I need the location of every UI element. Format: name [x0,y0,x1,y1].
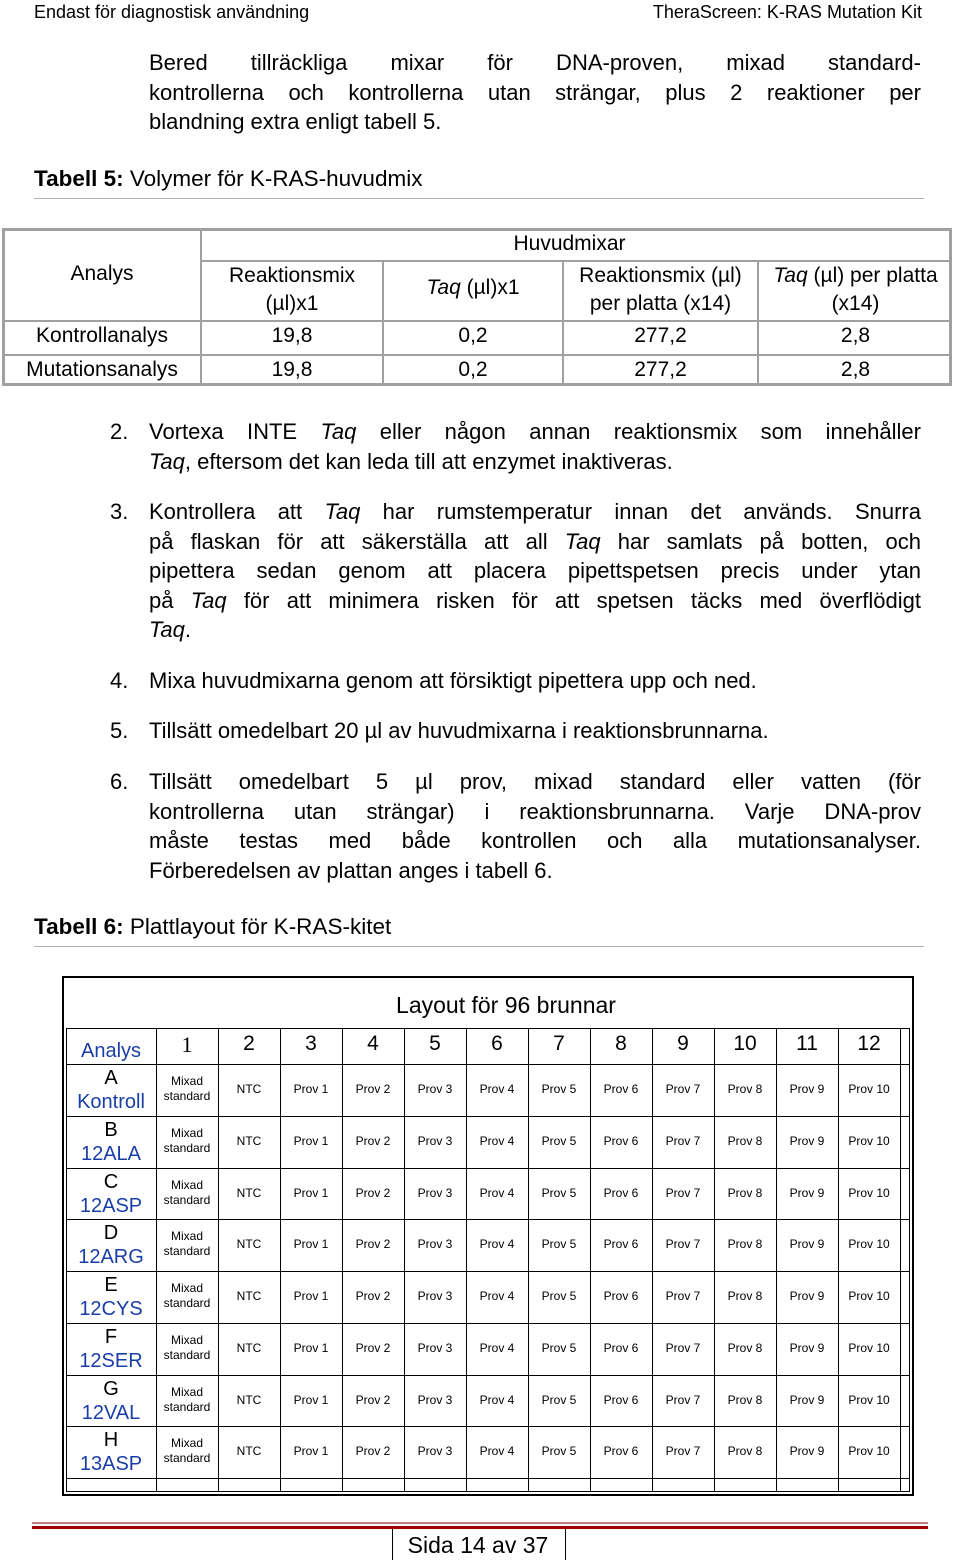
table6-mix-cell [156,1281,218,1311]
table6-row-header-A [66,1066,156,1114]
table6-well-cell: Prov 9 [789,1237,825,1252]
table5-header-reaktionsmix-line1: Reaktionsmix [228,264,356,287]
table6-caption-text: Plattlayout för K-RAS-kitet [123,914,392,939]
table6-well-cell: Prov 3 [417,1444,453,1459]
table6-well-cell: Prov 8 [727,1237,763,1252]
s2-line-1: Vortexa INTE Taq eller någon annan reaktionsmix som innehåller [149,419,921,444]
table6-row-name: 12ASP [79,1194,143,1217]
table6-col-header-11: 11 [796,1032,818,1055]
table6-mix-line: Mixad [170,1125,203,1140]
table6-well-cell: Prov 6 [603,1185,639,1200]
table5-header-analys: Analys [70,262,134,285]
table6-well-cell: Prov 8 [727,1289,763,1303]
table6-row-header-G [66,1377,156,1425]
table6-well-cell: Prov 2 [355,1444,391,1459]
table6-well-cell: Prov 7 [665,1340,701,1355]
table6-caption [34,914,924,947]
table6-well-cell: Prov 8 [727,1392,763,1407]
table6-well-cell: Prov 9 [789,1444,825,1459]
table6-well-cell: Prov 1 [293,1392,329,1407]
table6-col-header-5: 5 [429,1032,441,1055]
step5-number: 5. [110,718,129,743]
s6-line-4: Förberedelsen av plattan anges i tabell 6. [149,857,553,883]
table6-well-cell: Prov 3 [417,1185,453,1200]
table5-row2-analys: Mutationsanalys [26,358,178,381]
table6-row-name: 12ALA [80,1142,142,1165]
table6-well-cell: Prov 3 [417,1392,453,1407]
table6-well-cell: NTC [236,1392,262,1407]
table6-hline [66,1271,910,1272]
table6-hline [66,1426,910,1427]
table6-hline [66,1116,910,1117]
header-left: Endast för diagnostisk användning [34,2,310,22]
table5-header-taq-platta [759,262,952,318]
table6-well-cell: NTC [236,1289,262,1303]
table6-well-cell: Prov 8 [727,1340,763,1355]
s3-line-1: Kontrollera att Taq har rumstemperatur innan det används. Snurra [149,499,921,524]
table6-mix-line: standard [163,1089,211,1103]
s6-line-1: Tillsätt omedelbart 5 µl prov, mixad standard eller vatten (för [149,769,921,794]
table6-col-header-4: 4 [367,1032,379,1055]
table6-well-cell: Prov 1 [293,1444,329,1459]
table5-header-reak-platta-line2: per platta (x14) [589,292,732,315]
table6-well-cell: Prov 10 [848,1082,890,1096]
step3-number: 3. [110,499,129,524]
intro-line-3: blandning extra enligt tabell 5. [149,109,442,134]
step2-text [149,417,921,476]
s3-line-2: på flaskan för att säkerställa att all Taq har samlats på botten, och [149,528,921,554]
table6-well-cell: Prov 1 [293,1185,329,1200]
step4-number: 4. [110,668,129,693]
s3-line-5: Taq. [149,617,192,642]
table6-well-cell: Prov 10 [848,1185,890,1200]
table6-well-cell: Prov 6 [603,1340,639,1355]
table6-vline [714,1028,715,1492]
table6-well-cell: Prov 10 [848,1237,890,1252]
table6-well-cell: Prov 7 [665,1082,701,1096]
table5-header-taq-platta-line2: (x14) [831,292,880,315]
table6-well-cell: Prov 10 [848,1340,890,1355]
table6-vline [404,1028,405,1492]
table6-mix-cell [156,1229,218,1259]
table5-header-huvudmixar: Huvudmixar [513,232,626,255]
table5-caption [34,166,924,199]
table6-col-header-7: 7 [553,1032,565,1055]
table6-vline [342,1028,343,1492]
table6-mix-cell [156,1074,218,1104]
table6-mix-line: Mixad [170,1332,203,1347]
table5-caption-label: Tabell 5: [34,166,124,191]
table5-header-taq-rest: (µl)x1 [460,276,520,299]
footer-page-number: Sida 14 av 37 [407,1532,549,1558]
table5-row1-reak: 19,8 [271,324,313,347]
table6-well-cell: Prov 8 [727,1082,763,1096]
table6-well-cell: Prov 4 [479,1082,515,1096]
table6-well-cell: Prov 3 [417,1237,453,1252]
table6-col-header-12: 12 [857,1032,881,1055]
table6-well-cell: NTC [236,1340,262,1355]
table6-well-cell: Prov 2 [355,1185,391,1200]
table6-row-letter: F [104,1325,118,1348]
table6-well-cell: Prov 10 [848,1444,890,1459]
table6-well-cell: Prov 4 [479,1392,515,1407]
table6-mix-line: Mixad [170,1384,203,1399]
table6-row-name: 12CYS [79,1298,143,1320]
table5-row2-taq: 0,2 [458,358,488,381]
table5-row1-reak-platta: 277,2 [634,324,687,347]
step3-text [149,497,921,645]
table6-well-cell: Prov 3 [417,1340,453,1355]
table6-well-cell: Prov 2 [355,1340,391,1355]
table6-well-cell: Prov 5 [541,1340,577,1355]
table6-well-cell: Prov 6 [603,1444,639,1459]
table6-col-header-10: 10 [733,1032,757,1055]
table6-well-cell: Prov 2 [355,1289,391,1303]
table6-row-name: Kontroll [77,1091,145,1113]
table6-row-letter: G [103,1377,119,1400]
table6-well-cell: Prov 2 [355,1237,391,1252]
table5-header-reaktionsmix [202,262,382,318]
table6-title: Layout för 96 brunnar [396,992,616,1018]
table6-well-cell: Prov 6 [603,1237,639,1252]
table6-col-header-9: 9 [677,1032,689,1055]
table6-row-letter: B [104,1118,118,1141]
table6-vline [776,1028,777,1492]
table6-row-header-B [66,1118,156,1166]
table5-row1-taq: 0,2 [458,324,488,347]
table6-well-cell: Prov 7 [665,1237,701,1252]
table6-row-header-D [66,1221,156,1269]
intro-line-1: Bered tillräckliga mixar för DNA-proven, mixad standard- [149,50,921,75]
table6-well-cell: Prov 9 [789,1185,825,1200]
table6-well-cell: Prov 2 [355,1082,391,1096]
table6-col-header-1: 1 [181,1032,193,1057]
s6-line-3: måste testas med både kontrollen och alla mutationsanalyser. [149,828,921,853]
table6-row-header-H [66,1428,156,1476]
table6-well-cell: Prov 1 [293,1289,329,1303]
table5-header-taq [384,276,562,300]
table6-well-cell: Prov 8 [727,1444,763,1459]
table6-well-cell: Prov 7 [665,1392,701,1407]
table6-row-header-E [66,1273,156,1321]
table6-well-cell: Prov 10 [848,1133,890,1148]
table6-vline [652,1028,653,1492]
table6-hline [66,1375,910,1376]
table6-col-header-8: 8 [615,1032,627,1055]
table6-well-cell: Prov 5 [541,1133,577,1148]
table6-well-cell: Prov 10 [848,1289,890,1303]
table6-well-cell: Prov 1 [293,1133,329,1148]
table6-col-header-3: 3 [305,1032,317,1055]
table6-vline [590,1028,591,1492]
table6-mix-cell [156,1385,218,1415]
table6-mix-line: standard [163,1296,211,1310]
step6-text [149,767,921,885]
table6-hline [66,1478,910,1479]
table6-well-cell: Prov 1 [293,1082,329,1096]
table6-well-cell: Prov 9 [789,1392,825,1407]
table6-vline [218,1028,219,1492]
table6-row-header-F [66,1325,156,1373]
table6-mix-cell [156,1126,218,1156]
table6-well-cell: Prov 1 [293,1340,329,1355]
table6-mix-line: Mixad [170,1281,203,1295]
table6-row-letter: A [104,1067,118,1089]
table6-well-cell: Prov 5 [541,1185,577,1200]
footer-rule-thin [32,1522,928,1524]
table6-well-cell: Prov 3 [417,1133,453,1148]
table5-row2-taq-platta: 2,8 [840,358,871,381]
table6-row-header-C [66,1170,156,1218]
table6-well-cell: Prov 7 [665,1185,701,1200]
table6-mix-cell [156,1178,218,1208]
table6-well-cell: Prov 4 [479,1340,515,1355]
table6-well-cell: NTC [236,1082,262,1096]
table6-caption-label: Tabell 6: [34,914,124,939]
table6-well-cell: Prov 5 [541,1237,577,1252]
table5-header-reak-platta [564,262,757,318]
intro-paragraph [149,48,921,137]
table6-row-name: 12ARG [78,1246,144,1269]
table5-row1-taq-platta: 2,8 [840,324,871,347]
table6-well-cell: Prov 7 [665,1133,701,1148]
step6-number: 6. [110,769,129,794]
table6-well-cell: Prov 4 [479,1133,515,1148]
table6-well-cell: Prov 9 [789,1340,825,1355]
table6-well-cell: Prov 7 [665,1289,701,1303]
table6-mix-line: standard [163,1140,211,1155]
table6-well-cell: Prov 6 [603,1133,639,1148]
table5-hline [2,354,952,356]
table6-well-cell: Prov 6 [603,1082,639,1096]
table6-well-cell: Prov 6 [603,1289,639,1303]
table6-well-cell: Prov 4 [479,1444,515,1459]
table5-header-reaktionsmix-line2: (µl)x1 [265,292,319,315]
table6-well-cell: Prov 4 [479,1185,515,1200]
table6-well-cell: Prov 1 [293,1237,329,1252]
table6-row-letter: H [103,1429,119,1452]
table6-mix-line: standard [163,1399,211,1414]
table5-header-taq-platta-rest: (µl) per platta [807,264,938,287]
table6-well-cell: Prov 8 [727,1185,763,1200]
table6-hline [66,1168,910,1169]
s4-line-1: Mixa huvudmixarna genom att försiktigt pipettera upp och ned. [149,668,757,693]
table6-well-cell: NTC [236,1133,262,1148]
table6-vline [466,1028,467,1492]
table6-well-cell: Prov 2 [355,1133,391,1148]
table6-well-cell: NTC [236,1444,262,1459]
table5-row2-reak: 19,8 [271,358,313,381]
intro-line-2: kontrollerna och kontrollerna utan strängar, plus 2 reaktioner per [149,79,921,105]
table6-well-cell: Prov 5 [541,1082,577,1096]
table6-vline [900,1028,901,1492]
table6-well-cell: Prov 9 [789,1289,825,1303]
table6-vline [528,1028,529,1492]
table6-corner-label: Analys [80,1040,142,1062]
s2-line-2: Taq, eftersom det kan leda till att enzymet inaktiveras. [149,448,673,474]
table6-well-cell: Prov 4 [479,1237,515,1252]
table5-hline [2,320,952,322]
step4-text [149,666,921,696]
header-right: TheraScreen: K-RAS Mutation Kit [652,2,922,22]
table6-well-cell: Prov 9 [789,1133,825,1148]
table6-col-header-2: 2 [243,1032,255,1055]
table6-well-cell: Prov 6 [603,1392,639,1407]
table5-header-taq-italic: Taq [426,276,461,299]
table6-well-cell: Prov 5 [541,1289,577,1303]
table6-row-letter: C [103,1170,119,1193]
table6-well-cell: Prov 7 [665,1444,701,1459]
table6-mix-cell [156,1333,218,1363]
table6-well-cell: Prov 3 [417,1082,453,1096]
table6-mix-line: Mixad [170,1436,203,1451]
table5-header-reak-platta-line1: Reaktionsmix (µl) [579,264,742,287]
step5-text [149,716,921,746]
table6-mix-cell [156,1436,218,1466]
table6-row-letter: D [103,1222,119,1245]
table6-mix-line: standard [163,1347,211,1362]
table6-hline [66,1064,910,1065]
table6-well-cell: Prov 5 [541,1444,577,1459]
table6-mix-line: standard [163,1244,211,1259]
table6-well-cell: Prov 8 [727,1133,763,1148]
table6-hline [66,1219,910,1220]
s6-line-2: kontrollerna utan strängar) i reaktionsbrunnarna. Varje DNA-prov [149,798,921,824]
table6-hline [66,1323,910,1324]
step2-number: 2. [110,419,129,444]
table5-row1-analys: Kontrollanalys [36,324,168,347]
table6-vline [838,1028,839,1492]
table6-mix-line: standard [163,1192,211,1207]
table5-row2-reak-platta: 277,2 [634,358,687,381]
table6-col-header-6: 6 [491,1032,503,1055]
table5-caption-text: Volymer för K-RAS-huvudmix [123,166,423,191]
table6-well-cell: Prov 4 [479,1289,515,1303]
table6-well-cell: Prov 10 [848,1392,890,1407]
table6-row-name: 12VAL [81,1401,141,1424]
table6-mix-line: Mixad [170,1229,203,1244]
table6-row-name: 13ASP [79,1453,143,1476]
table6-row-name: 12SER [79,1349,143,1372]
table6-well-cell: Prov 9 [789,1082,825,1096]
s3-line-3: pipettera sedan genom att placera pipettspetsen precis under ytan [149,558,921,583]
table6-well-cell: Prov 2 [355,1392,391,1407]
table6-well-cell: Prov 3 [417,1289,453,1303]
table6-mix-line: Mixad [170,1177,203,1192]
table6-vline [280,1028,281,1492]
s3-line-4: på Taq för att minimera risken för att spetsen täcks med överflödigt [149,587,921,613]
table5-header-taq-platta-italic: Taq [773,264,808,287]
table6-mix-line: Mixad [170,1074,203,1088]
table6-well-cell: NTC [236,1185,262,1200]
table6-well-cell: NTC [236,1237,262,1252]
table6-mix-line: standard [163,1451,211,1466]
table6-well-cell: Prov 5 [541,1392,577,1407]
table6-row-letter: E [104,1274,118,1296]
s5-line-1: Tillsätt omedelbart 20 µl av huvudmixarna i reaktionsbrunnarna. [149,718,769,743]
